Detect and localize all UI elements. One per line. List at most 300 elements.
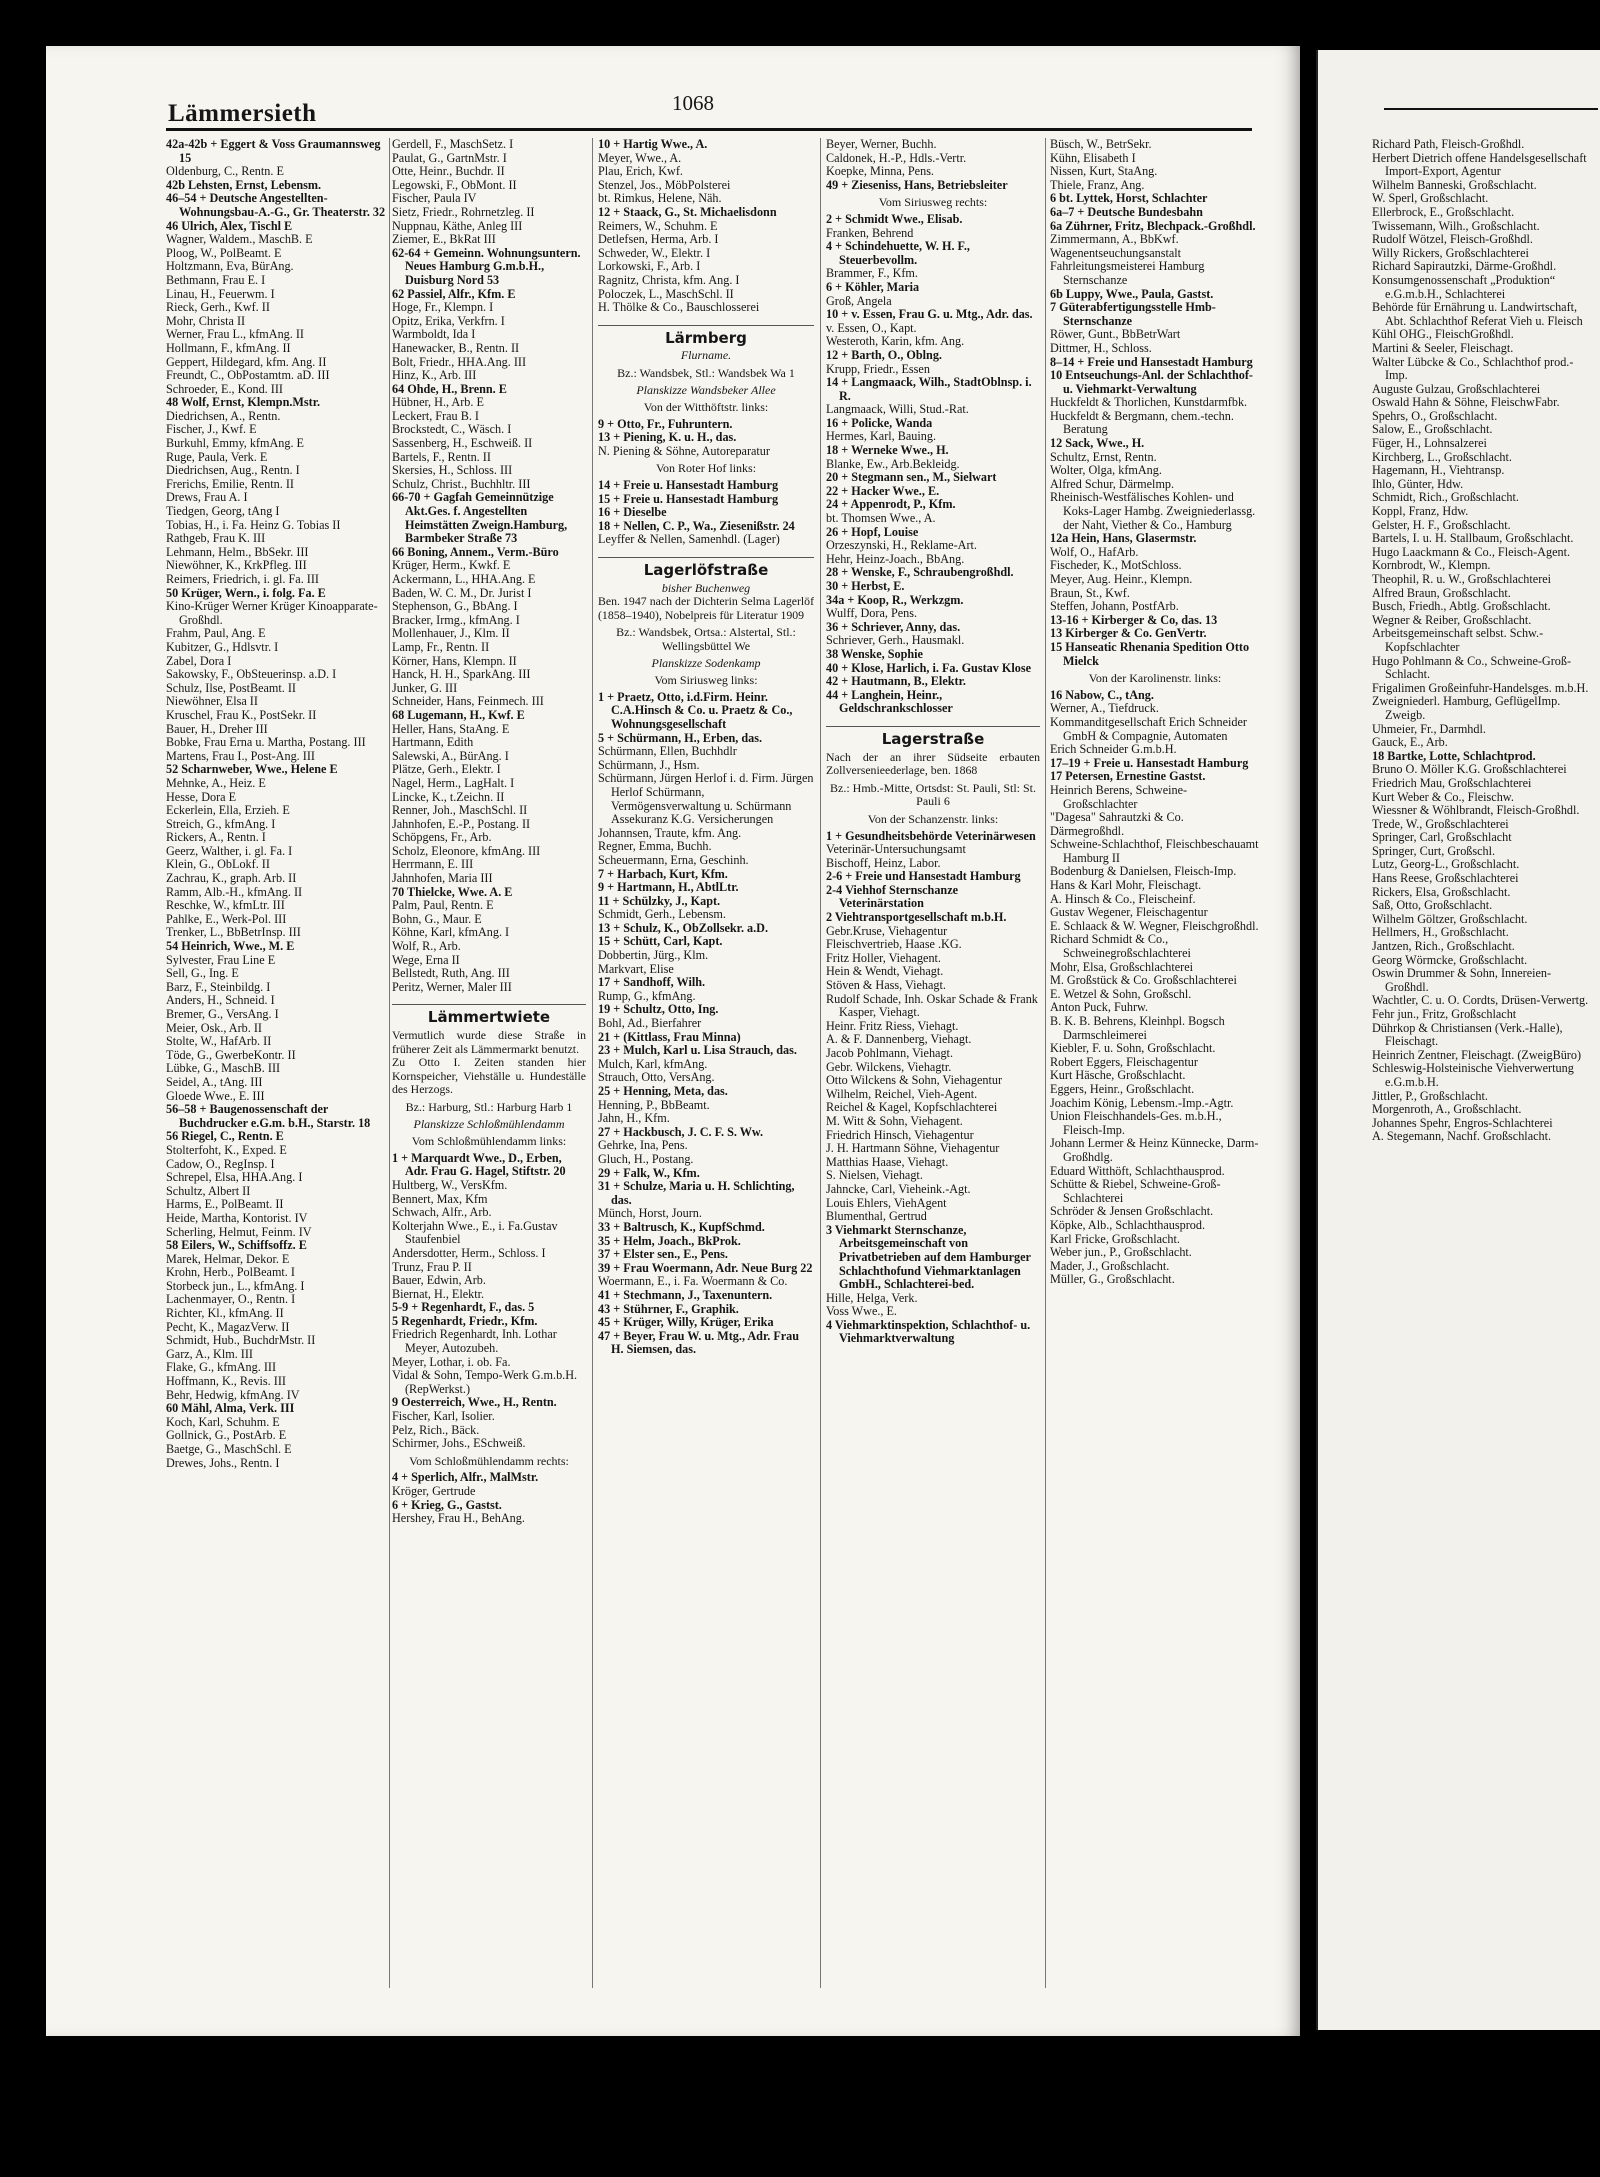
directory-entry: Röwer, Gunt., BbBetrWart (1050, 327, 1181, 342)
directory-entry: Markvart, Elise (598, 961, 674, 976)
directory-entry: 9 + Hartmann, H., AbtlLtr. (598, 880, 739, 895)
directory-entry: Ramm, Alb.-H., kfmAng. II (166, 884, 303, 899)
directory-entry: Bischoff, Heinz, Labor. (826, 855, 941, 870)
directory-entry: 64 Ohde, H., Brenn. E (392, 381, 507, 396)
directory-entry: Frigalimen Großeinfuhr-Handelsges. m.b.H. (1372, 680, 1589, 695)
directory-entry: Zachrau, K., graph. Arb. II (166, 871, 297, 886)
directory-entry: Hermes, Karl, Bauing. (826, 429, 936, 444)
directory-entry: 52 Scharnweber, Wwe., Helene E (166, 762, 338, 777)
direction-line: Von Roter Hof links: (655, 461, 757, 476)
directory-entry: Arbeitsgemeinschaft selbst. Schw.-Kopfschlachter (1372, 626, 1544, 654)
directory-entry: M. Großstück & Co. Großschlachterei (1050, 973, 1237, 988)
directory-entry: Werner, Frau L., kfmAng. II (166, 327, 304, 342)
directory-entry: 2-4 Viehhof Sternschanze Veterinärstation (826, 882, 959, 911)
directory-entry: 22 + Hacker Wwe., E. (826, 483, 940, 498)
directory-entry: Henning, P., BbBeamt. (598, 1097, 710, 1112)
directory-entry: Klein, G., ObLokf. II (166, 857, 270, 872)
directory-entry: Diedrichsen, A., Rentn. (166, 408, 281, 423)
directory-entry: 12 + Staack, G., St. Michaelisdonn (598, 204, 777, 219)
directory-entry: 35 + Helm, Joach., BkProk. (598, 1233, 741, 1248)
directory-entry: Ziemer, E., BkRat III (392, 232, 496, 247)
direction-line: Bz.: Hmb.-Mitte, Ortsdst: St. Pauli, Stl: St. Pauli 6 (829, 780, 1037, 809)
directory-entry: Mohr, Christa II (166, 313, 246, 328)
directory-entry: Bobke, Frau Erna u. Martha, Postang. III (166, 735, 366, 750)
directory-entry: 30 + Herbst, E. (826, 579, 905, 593)
directory-entry: Johannsen, Traute, kfm. Ang. (598, 825, 742, 840)
directory-entry: Konsumgenossenschaft „Produktion“ e.G.m.b.H., Schlachterei (1372, 272, 1556, 301)
directory-entry: Gebr.Kruse, Viehagentur (826, 923, 948, 938)
directory-entry: Koepke, Minna, Pens. (826, 164, 934, 179)
directory-entry: Sylvester, Frau Line E (166, 952, 276, 967)
directory-entry: Wolf, R., Arb. (392, 939, 461, 954)
directory-entry: Eggers, Heinr., Großschlacht. (1050, 1081, 1195, 1096)
directory-entry: Willy Rickers, Großschlachterei (1372, 245, 1529, 260)
directory-entry: Busch, Friedh., Abtlg. Großschlacht. (1372, 599, 1551, 614)
directory-entry: Ackermann, L., HHA.Ang. E (392, 572, 536, 586)
directory-entry: Schmidt, Gerh., Lebensm. (598, 907, 726, 922)
directory-entry: 66-70 + Gagfah Gemeinnützige Akt.Ges. f. Angestellten Heimstätten Zweign.Hamburg, Barmbeker Straße 73 (392, 490, 568, 546)
directory-entry: Joachim König, Lebensm.-Imp.-Agtr. (1050, 1095, 1234, 1110)
directory-entry: Scherling, Helmut, Feinm. IV (166, 1224, 312, 1239)
directory-entry: Bremer, G., VersAng. I (166, 1007, 279, 1021)
direction-line: Vom Siriusweg links: (654, 673, 758, 688)
directory-entry: Wolf, O., HafArb. (1050, 544, 1139, 559)
directory-entry: 24 + Appenrodt, P., Kfm. (826, 497, 956, 512)
directory-entry: Fahrleitungsmeisterei Hamburg Sternschanze (1050, 259, 1205, 287)
directory-entry: 16 + Policke, Wanda (826, 415, 933, 430)
directory-entry: Wilhelm Göltzer, Großschlacht. (1372, 911, 1528, 926)
directory-entry: Frahm, Paul, Ang. E (166, 626, 266, 641)
directory-entry: Schütte & Riebel, Schweine-Groß-Schlachterei (1050, 1177, 1221, 1205)
directory-entry: Springer, Curt, Großschl. (1372, 843, 1496, 858)
directory-entry: Koppl, Franz, Hdw. (1372, 504, 1469, 519)
directory-entry: 5-9 + Regenhardt, F., das. 5 (392, 1300, 535, 1315)
directory-entry: Detlefsen, Herma, Arb. I (598, 232, 719, 247)
directory-entry: Bruno O. Möller K.G. Großschlachterei (1372, 762, 1567, 777)
direction-line: Von der Karolinenstr. links: (1088, 671, 1222, 686)
directory-entry: S. Nielsen, Viehagt. (826, 1168, 923, 1183)
directory-entry: Pelz, Rich., Bäck. (392, 1422, 480, 1437)
directory-entry: 39 + Frau Woermann, Adr. Neue Burg 22 (598, 1260, 813, 1275)
street-heading: Lagerlöfstraße (598, 557, 814, 578)
directory-entry: 16 Nabow, C., tAng. (1050, 687, 1154, 702)
directory-entry: 42a-42b + Eggert & Voss Graumannsweg 15 (166, 138, 381, 165)
directory-entry: Oswald Hahn & Söhne, FleischwFabr. (1372, 395, 1560, 410)
directory-entry: Plätze, Gerh., Elektr. I (392, 762, 501, 777)
directory-entry: Auguste Gulzau, Großschlachterei (1372, 381, 1541, 396)
page-number: 1068 (672, 91, 714, 115)
directory-entry: Brockstedt, C., Wäsch. I (392, 422, 512, 437)
directory-entry: 41 + Stechmann, J., Taxenuntern. (598, 1287, 773, 1302)
directory-entry: Lincke, K., t.Zeichn. II (392, 789, 505, 804)
directory-entry: Stenzel, Jos., MöbPolsterei (598, 177, 731, 192)
directory-entry: Holtzmann, Eva, BürAng. (166, 259, 294, 274)
directory-entry: Sakowsky, F., ObSteuerinsp. a.D. I (166, 667, 337, 682)
direction-line: Von der Witthöftstr. links: (643, 400, 769, 415)
directory-entry: Gehrke, Ina, Pens. (598, 1138, 688, 1153)
directory-entry: 54 Heinrich, Wwe., M. E (166, 939, 295, 954)
directory-entry: Richter, Kl., kfmAng. II (166, 1306, 284, 1321)
directory-entry: Thiele, Franz, Ang. (1050, 177, 1145, 192)
directory-entry: 10 Entseuchungs-Anl. der Schlachthof- u. Viehmarkt-Verwaltung (1050, 368, 1253, 396)
directory-entry: Schroeder, E., Kond. III (166, 381, 283, 396)
directory-entry: Hershey, Frau H., BehAng. (392, 1511, 525, 1526)
directory-entry: Schürmann, Ellen, Buchhdlr (598, 744, 737, 759)
directory-entry: 43 + Stührner, F., Graphik. (598, 1301, 739, 1316)
directory-entry: Walter Lübcke & Co., Schlachthof prod.-Imp. (1372, 354, 1574, 383)
directory-entry: Woermann, E., i. Fa. Woermann & Co. (598, 1274, 788, 1289)
directory-entry: Wilhelm Banneski, Großschlacht. (1372, 177, 1537, 192)
directory-entry: Oldenburg, C., Rentn. E (166, 164, 284, 179)
directory-entry: Leyffer & Nellen, Samenhdl. (Lager) (598, 532, 780, 547)
directory-entry: Langmaack, Willi, Stud.-Rat. (826, 402, 969, 417)
directory-entry: Körner, Hans, Klempn. II (392, 653, 517, 668)
directory-entry: Blanke, Ew., Arb.Bekleidg. (826, 456, 960, 471)
directory-entry: Hille, Helga, Verk. (826, 1290, 918, 1305)
directory-entry: Legowski, F., ObMont. II (392, 177, 517, 192)
column-divider (1045, 138, 1046, 1988)
directory-entry: Richard Path, Fleisch-Großhdl. (1372, 138, 1525, 151)
directory-entry: 33 + Baltrusch, K., KupfSchmd. (598, 1219, 765, 1234)
directory-entry: Lachenmayer, O., Rentn. I (166, 1292, 296, 1307)
directory-entry: Tiedgen, Georg, tAng I (166, 504, 280, 519)
directory-entry: Hübner, H., Arb. E (392, 395, 484, 410)
directory-entry: Reimers, Friedrich, i. gl. Fa. III (166, 572, 319, 586)
directory-entry: Kirchberg, L., Großschlacht. (1372, 449, 1512, 464)
directory-entry: 23 + Mulch, Karl u. Lisa Strauch, das. (598, 1043, 797, 1058)
directory-entry: Rathgeb, Frau K. III (166, 531, 266, 546)
directory-entry: Wege, Erna II (392, 952, 460, 967)
directory-entry: Schriever, Gerh., Hausmakl. (826, 633, 965, 648)
street-subtitle: Planskizze Sodenkamp (651, 655, 761, 670)
directory-entry: Springer, Carl, Großschlacht (1372, 830, 1512, 845)
directory-entry: Alfred Braun, Großschlacht. (1372, 585, 1511, 600)
directory-entry: Kröger, Gertrude (392, 1484, 476, 1498)
street-note: Ben. 1947 nach der Dichterin Selma Lagerlöf (1858–1940), Nobelpreis für Literatur 1909 (598, 594, 814, 622)
directory-entry: 13-16 + Kirberger & Co, das. 13 (1050, 612, 1218, 627)
directory-entry: Köhne, Karl, kfmAng. I (392, 925, 510, 940)
directory-entry: B. K. B. Behrens, Kleinhpl. Bogsch Darmschleimerei (1050, 1014, 1225, 1042)
directory-entry: Schröder & Jensen Großschlacht. (1050, 1204, 1214, 1219)
directory-entry: 6a–7 + Deutsche Bundesbahn (1050, 204, 1203, 219)
directory-entry: bt. Thomsen Wwe., A. (826, 511, 936, 526)
directory-entry: 25 + Henning, Meta, das. (598, 1084, 728, 1098)
directory-entry: Blumenthal, Gertrud (826, 1209, 927, 1224)
directory-entry: Koch, Karl, Schuhm. E (166, 1414, 280, 1429)
directory-entry: Karl Fricke, Großschlacht. (1050, 1231, 1180, 1246)
directory-entry: Gelster, H. F., Großschlacht. (1372, 517, 1511, 532)
directory-entry: 2-6 + Freie und Hansestadt Hamburg (826, 869, 1021, 884)
directory-entry: Otte, Heinr., Buchdr. II (392, 164, 505, 179)
directory-entry: Bauer, H., Dreher III (166, 721, 268, 736)
directory-entry: Hugo Pohlmann & Co., Schweine-Groß-Schlacht. (1372, 653, 1572, 682)
directory-entry: Dittmer, H., Schloss. (1050, 340, 1152, 355)
directory-entry: Martini & Seeler, Fleischagt. (1372, 340, 1514, 355)
directory-entry: Robert Eggers, Fleischagentur (1050, 1054, 1198, 1069)
directory-entry: Paulat, G., GartnMstr. I (392, 150, 507, 165)
directory-entry: Sassenberg, H., Eschweiß. II (392, 436, 533, 451)
directory-entry: 15 Hanseatic Rhenania Spedition Otto Mielck (1050, 639, 1250, 668)
directory-entry: v. Essen, O., Kapt. (826, 320, 917, 335)
directory-entry: Meier, Osk., Arb. II (166, 1020, 262, 1035)
directory-entry: Bauer, Edwin, Arb. (392, 1273, 486, 1288)
directory-entry: M. Witt & Sohn, Viehagent. (826, 1113, 963, 1128)
directory-entry: 62-64 + Gemeinn. Wohnungsuntern. Neues Hamburg G.m.b.H., Duisburg Nord 53 (392, 245, 581, 287)
directory-entry: Bracker, Irmg., kfmAng. I (392, 612, 520, 627)
direction-line: Vom Schloßmühlendamm rechts: (409, 1453, 569, 1468)
directory-entry: 14 + Langmaack, Wilh., StadtOblnsp. i. R. (826, 375, 1032, 403)
directory-entry: 5 Regenhardt, Friedr., Kfm. (392, 1313, 538, 1328)
directory-entry: 21 + (Kittlass, Frau Minna) (598, 1029, 741, 1044)
column-divider (389, 138, 390, 1988)
directory-entry: Weber jun., P., Großschlacht. (1050, 1245, 1192, 1260)
running-head-street: Lämmersieth (168, 100, 317, 127)
directory-entry: Beyer, Werner, Buchh. (826, 138, 937, 151)
directory-entry: Rieck, Gerh., Kwf. II (166, 300, 270, 315)
directory-entry: Heinr. Fritz Riess, Viehagt. (826, 1018, 959, 1033)
directory-entry: 2 Viehtransportgesellschaft m.b.H. (826, 910, 1007, 925)
directory-entry: Bohl, Ad., Bierfahrer (598, 1016, 702, 1031)
street-heading: Lärmberg (598, 325, 814, 346)
directory-entry: 9 + Otto, Fr., Fuhruntern. (598, 416, 733, 431)
directory-entry: Regner, Emma, Buchh. (598, 839, 712, 854)
right-page-header-rule (1384, 108, 1598, 110)
directory-entry: Heinrich Berens, Schweine-Großschlachter (1050, 782, 1188, 811)
directory-entry: Bartels, I. u. H. Stallbaum, Großschlacht. (1372, 531, 1574, 546)
directory-entry: Mehnke, A., Heiz. E (166, 775, 266, 790)
directory-entry: Niewöhner, K., KrkPfleg. III (166, 558, 307, 573)
directory-entry: Fischer, Paula IV (392, 191, 477, 206)
directory-entry: 47 + Beyer, Frau W. u. Mtg., Adr. Frau H. Siemsen, das. (598, 1328, 800, 1357)
directory-entry: Fleischvertrieb, Haase .KG. (826, 937, 962, 952)
directory-entry: Uhmeier, Fr., Darmhdl. (1372, 721, 1486, 736)
directory-entry: Garz, A., Klm. III (166, 1346, 253, 1361)
directory-entry: Heinrich Zentner, Fleischagt. (ZweigBüro) (1372, 1047, 1582, 1062)
directory-entry: Frerichs, Emilie, Rentn. II (166, 476, 294, 491)
directory-column-2 (392, 138, 586, 1994)
directory-entry: Fischer, Karl, Isolier. (392, 1409, 495, 1424)
street-subtitle: Planskizze Schloßmühlendamm (413, 1116, 565, 1131)
directory-entry: Kiebler, F. u. Sohn, Großschlacht. (1050, 1041, 1216, 1056)
directory-column-4 (826, 138, 1040, 1994)
directory-entry: Wagenentseuchungsanstalt (1050, 245, 1182, 260)
directory-entry: Bodenburg & Danielsen, Fleisch-Imp. (1050, 864, 1237, 879)
directory-entry: Burkuhl, Emmy, kfmAng. E (166, 436, 305, 451)
directory-entry: 5 + Schürmann, H., Erben, das. (598, 730, 763, 745)
directory-entry: Trenker, L., BbBetrInsp. III (166, 925, 301, 940)
directory-entry: Seidel, A., tAng. III (166, 1074, 263, 1089)
directory-entry: 11 + Schülzky, J., Kapt. (598, 893, 721, 908)
directory-entry: Stolte, W., HafArb. II (166, 1034, 272, 1049)
directory-entry: Schweine-Schlachthof, Fleischbeschauamt Hamburg II (1050, 837, 1259, 865)
directory-entry: Johannes Spehr, Engros-Schlachterei (1372, 1115, 1553, 1130)
directory-entry: Hagemann, H., Viehtransp. (1372, 463, 1505, 478)
directory-entry: Leckert, Frau B. I (392, 408, 479, 423)
directory-entry: Orzeszynski, H., Reklame-Art. (826, 538, 977, 553)
directory-entry: Wiessner & Wöhlbrandt, Fleisch-Großhdl. (1372, 803, 1580, 818)
directory-entry: Veterinär-Untersuchungsamt (826, 842, 966, 857)
directory-entry: Spehrs, O., Großschlacht. (1372, 408, 1498, 423)
directory-entry: Müller, G., Großschlacht. (1050, 1272, 1175, 1287)
directory-entry: Wulff, Dora, Pens. (826, 606, 918, 621)
directory-entry: Flake, G., kfmAng. III (166, 1360, 277, 1375)
directory-entry: Dührkop & Christiansen (Verk.-Halle), Fleischagt. (1372, 1020, 1563, 1049)
directory-entry: Büsch, W., BetrSekr. (1050, 138, 1152, 151)
directory-entry: Eduard Witthöft, Schlachthausprod. (1050, 1163, 1225, 1178)
directory-entry: Zimmermann, A., BbKwf. (1050, 232, 1179, 247)
directory-entry: Krupp, Friedr., Essen (826, 361, 930, 376)
directory-entry: Wolter, Olga, kfmAng. (1050, 463, 1162, 478)
directory-entry: Anders, H., Schneid. I (166, 993, 275, 1008)
directory-entry: Rudolf Wötzel, Fleisch-Großhdl. (1372, 232, 1533, 247)
directory-entry: Westeroth, Karin, kfm. Ang. (826, 334, 965, 349)
directory-entry: Martens, Frau I., Post-Ang. III (166, 748, 315, 763)
directory-entry: Theophil, R. u. W., Großschlachterei (1372, 572, 1552, 586)
directory-entry: 46 Ulrich, Alex, Tischl E (166, 218, 293, 233)
directory-entry: Krohn, Herb., PolBeamt. I (166, 1265, 295, 1280)
directory-entry: Ragnitz, Christa, kfm. Ang. I (598, 272, 740, 287)
directory-entry: 56 Riegel, C., Rentn. E (166, 1129, 284, 1144)
directory-entry: 58 Eilers, W., Schiffsoffz. E (166, 1238, 307, 1253)
directory-entry: Rudolf Schade, Inh. Oskar Schade & Frank Kasper, Viehagt. (826, 991, 1038, 1020)
directory-entry: Schultz, Albert II (166, 1183, 251, 1198)
directory-entry: 31 + Schulze, Maria u. H. Schlichting, das. (598, 1179, 795, 1207)
directory-entry: Stephenson, G., BbAng. I (392, 599, 518, 614)
directory-entry: Schmidt, Rich., Großschlacht. (1372, 490, 1519, 505)
directory-entry: Reschke, W., kfmLtr. III (166, 898, 285, 913)
directory-entry: Jantzen, Rich., Großschlacht. (1372, 939, 1515, 954)
directory-entry: 10 + Hartig Wwe., A. (598, 138, 708, 151)
directory-entry: Meyer, Aug. Heinr., Klempn. (1050, 572, 1193, 586)
directory-entry: Gauck, E., Arb. (1372, 735, 1448, 750)
directory-entry: Gustav Wegener, Fleischagentur (1050, 905, 1208, 920)
directory-entry: Rickers, Elsa, Großschlacht. (1372, 884, 1511, 899)
directory-entry: Renner, Joh., MaschSchl. II (392, 803, 528, 818)
directory-entry: 42 + Hautmann, B., Elektr. (826, 674, 966, 689)
directory-entry: Johann Lermer & Heinz Künnecke, Darm-Großhdlg. (1050, 1136, 1259, 1164)
directory-entry: Geppert, Hildegard, kfm. Ang. II (166, 354, 327, 369)
directory-entry: Rheinisch-Westfälisches Kohlen- und Koks-Lager Hambg. Zweigniederlassg. der Naht, Viether & Co., Hamburg (1050, 490, 1256, 532)
directory-entry: 13 + Piening, K. u. H., das. (598, 430, 737, 445)
directory-entry: Diedrichsen, Aug., Rentn. I (166, 463, 300, 478)
directory-column-5 (1050, 138, 1260, 1994)
directory-entry: 13 Kirberger & Co. GenVertr. (1050, 626, 1207, 641)
directory-entry: Kurt Weber & Co., Fleischw. (1372, 789, 1514, 804)
directory-entry: 19 + Schultz, Otto, Ing. (598, 1002, 719, 1017)
directory-entry: 6b Luppy, Wwe., Paula, Gastst. (1050, 286, 1214, 301)
directory-entry: Baden, W. C. M., Dr. Jurist I (392, 585, 532, 600)
directory-entry: Sell, G., Ing. E (166, 966, 239, 981)
direction-line: Bz.: Harburg, Stl.: Harburg Harb 1 (405, 1099, 573, 1114)
directory-entry: Schulz, Christ., Buchhltr. III (392, 476, 531, 491)
directory-entry: Heide, Martha, Kontorist. IV (166, 1210, 308, 1225)
directory-entry: Streich, G., kfmAng. I (166, 816, 276, 831)
directory-entry: Lorkowski, F., Arb. I (598, 259, 701, 274)
directory-entry: 7 + Harbach, Kurt, Kfm. (598, 866, 728, 881)
directory-entry: Nissen, Kurt, StaAng. (1050, 164, 1158, 179)
directory-entry: 66 Boning, Annem., Verm.-Büro (392, 544, 559, 559)
directory-entry: Voss Wwe., E. (826, 1304, 897, 1319)
directory-entry: Fischeder, K., MotSchloss. (1050, 558, 1182, 573)
directory-entry: Freundt, C., ObPostamtm. aD. III (166, 368, 330, 383)
directory-entry: Richard Schmidt & Co., Schweinegroßschlachterei (1050, 932, 1191, 961)
directory-entry: Hein & Wendt, Viehagt. (826, 964, 944, 979)
directory-entry: Hanewacker, B., Rentn. II (392, 340, 520, 355)
directory-entry: Lutz, Georg-L., Großschlacht. (1372, 857, 1520, 872)
directory-entry: Schneider, Hans, Feinmech. III (392, 694, 544, 709)
directory-entry: Kornbrodt, W., Klempn. (1372, 558, 1491, 573)
directory-entry: Biernat, H., Elektr. (392, 1286, 485, 1301)
directory-entry: Schöpgens, Fr., Arb. (392, 830, 492, 845)
directory-entry: Trunz, Frau P. II (392, 1259, 472, 1274)
directory-entry: Behr, Hedwig, kfmAng. IV (166, 1387, 300, 1402)
street-note: Vermutlich wurde diese Straße in früherer Zeit als Lämmermarkt benutzt. (392, 1028, 586, 1056)
directory-entry: Lehmann, Helm., BbSekr. III (166, 544, 309, 559)
directory-entry: A. Hinsch & Co., Fleischeinf. (1050, 891, 1196, 906)
directory-entry: Ellerbrock, E., Großschlacht. (1372, 204, 1515, 219)
directory-entry: Ploog, W., PolBeamt. E (166, 245, 282, 260)
directory-entry: Palm, Paul, Rentn. E (392, 898, 494, 913)
directory-entry: Hollmann, F., kfmAng. II (166, 340, 291, 355)
directory-entry: Schulz, Ilse, PostBeamt. II (166, 680, 296, 695)
directory-entry: N. Piening & Söhne, Autoreparatur (598, 443, 770, 458)
header-rule (166, 128, 1252, 131)
directory-entry: Scholz, Eleonore, kfmAng. III (392, 843, 541, 858)
directory-entry: 17 + Sandhoff, Wilh. (598, 975, 706, 990)
directory-entry: Därmegroßhdl. (1050, 823, 1125, 838)
directory-entry: Lübke, G., MaschB. III (166, 1061, 281, 1076)
directory-entry: Storbeck jun., L., kfmAng. I (166, 1278, 305, 1293)
directory-entry: Otto Wilckens & Sohn, Viehagentur (826, 1073, 1003, 1088)
directory-entry: 14 + Freie u. Hansestadt Hamburg (598, 478, 779, 493)
directory-entry: 68 Lugemann, H., Kwf. E (392, 707, 525, 722)
directory-entry: bt. Rimkus, Helene, Näh. (598, 191, 722, 206)
directory-entry: Steffen, Johann, PostfArb. (1050, 599, 1179, 614)
directory-entry: W. Sperl, Großschlacht. (1372, 191, 1489, 206)
directory-entry: Friedrich Regenhardt, Inh. Lothar Meyer, Autozubeh. (392, 1327, 557, 1356)
directory-entry: 42b Lehsten, Ernst, Lebensm. (166, 177, 322, 192)
direction-line: Bz.: Wandsbek, Ortsa.: Alstertal, Stl.: Wellingsbüttel We (616, 625, 796, 653)
directory-entry: Wegner & Reiber, Großschlacht. (1372, 612, 1532, 627)
directory-entry: 29 + Falk, W., Kfm. (598, 1165, 700, 1180)
directory-entry: 37 + Elster sen., E., Pens. (598, 1247, 728, 1262)
directory-entry: A. & F. Dannenberg, Viehagt. (826, 1032, 972, 1047)
directory-entry: Werner, A., Tiefdruck. (1050, 701, 1159, 716)
directory-entry: Rump, G., kfmAng. (598, 988, 696, 1003)
directory-entry: Kruschel, Frau K., PostSekr. II (166, 707, 317, 722)
directory-entry: Caldonek, H.-P., Hdls.-Vertr. (826, 150, 967, 165)
directory-entry: Niewöhner, Elsa II (166, 694, 258, 709)
directory-entry: E. Schlaack & W. Wegner, Fleischgroßhdl. (1050, 918, 1259, 933)
directory-entry: Kubitzer, G., Hdlsvtr. I (166, 639, 279, 654)
directory-entry: Gebr. Wilckens, Viehagtr. (826, 1059, 952, 1074)
directory-entry: Schürmann, J., Hsm. (598, 757, 700, 772)
directory-entry: Braun, St., Kwf. (1050, 585, 1130, 600)
directory-entry: 20 + Stegmann sen., M., Sielwart (826, 470, 997, 485)
directory-entry: 15 + Freie u. Hansestadt Hamburg (598, 491, 779, 506)
directory-entry: Union Fleischhandels-Ges. m.b.H., Fleisch-Imp. (1050, 1109, 1222, 1137)
directory-entry: Strauch, Otto, VersAng. (598, 1070, 715, 1085)
directory-entry: 18 + Werneke Wwe., H. (826, 443, 949, 458)
directory-entry: Geerz, Walther, i. gl. Fa. I (166, 843, 293, 858)
directory-entry: Cadow, O., RegInsp. I (166, 1156, 275, 1171)
directory-entry: Hanck, H. H., SparkAng. III (392, 667, 531, 682)
directory-entry: 62 Passiel, Alfr., Kfm. E (392, 286, 516, 301)
directory-entry: Huckfeldt & Bergmann, chem.-techn. Beratung (1050, 408, 1234, 437)
directory-entry: 26 + Hopf, Louise (826, 524, 919, 539)
direction-line: Bz.: Wandsbek, Stl.: Wandsbek Wa 1 (617, 365, 795, 380)
directory-entry: Hultberg, W., VersKfm. (392, 1177, 508, 1192)
